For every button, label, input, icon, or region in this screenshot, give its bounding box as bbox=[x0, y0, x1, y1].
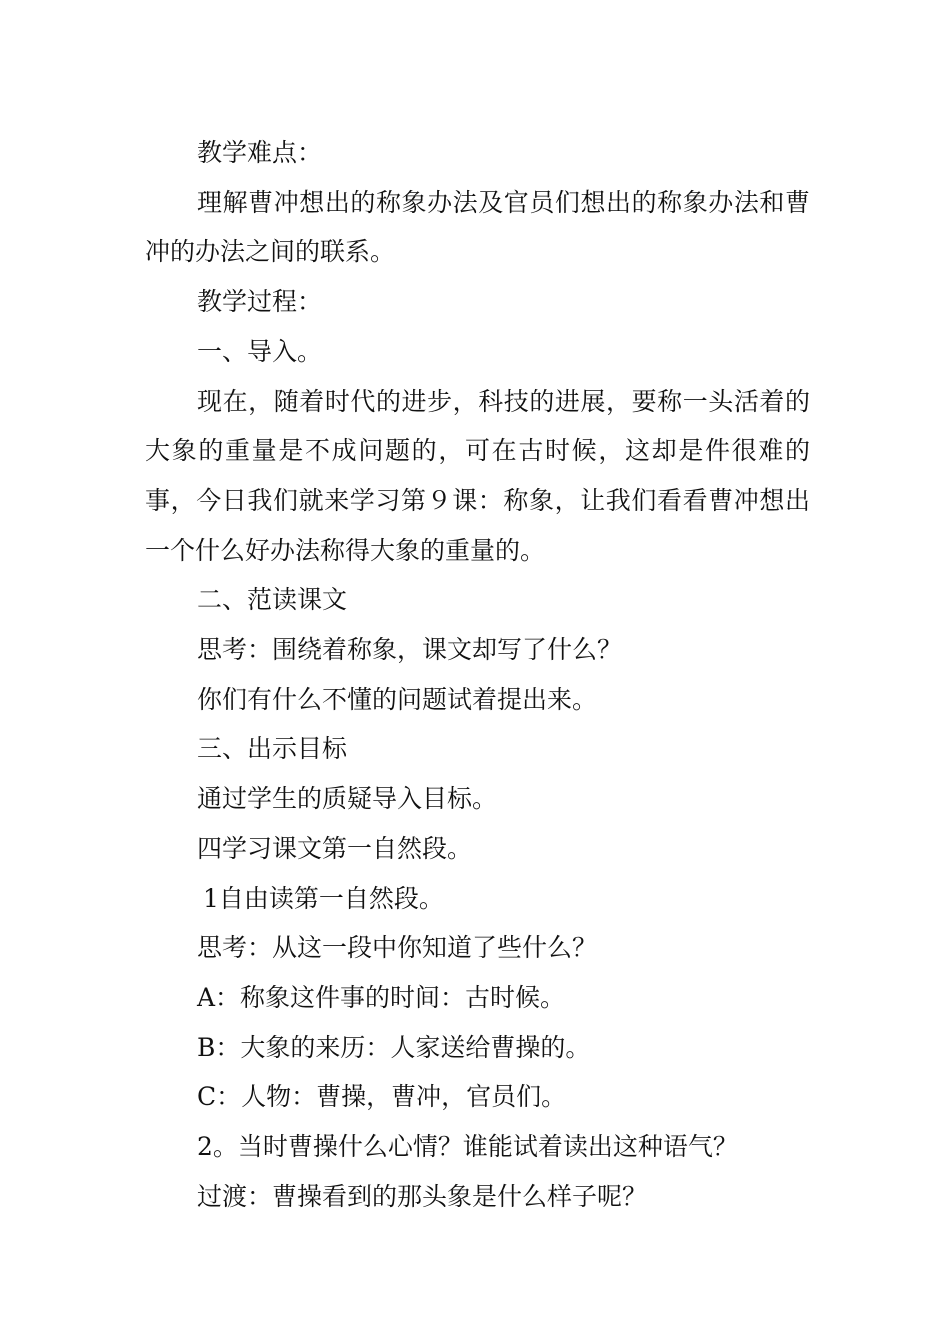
paragraph-introduction: 现在，随着时代的进步，科技的进展，要称一头活着的大象的重量是不成问题的，可在古时候，这却是件很难的事，今日我们就来学习第９课：称象，让我们看看曹冲想出一个什么好办法称得大象的重量的。 bbox=[145, 386, 810, 565]
step-mood-question: 2。当时曹操什么心情？谁能试着读出这种语气？ bbox=[197, 1132, 738, 1162]
transition-question: 过渡：曹操看到的那头象是什么样子呢？ bbox=[197, 1181, 648, 1211]
step-free-reading: 1自由读第一自然段。 bbox=[203, 883, 444, 913]
section-first-paragraph: 四学习课文第一自然段。 bbox=[197, 833, 473, 863]
paragraph-goals: 通过学生的质疑导入目标。 bbox=[197, 784, 498, 814]
section-introduction: 一、导入。 bbox=[197, 336, 323, 366]
question-think: 思考：围绕着称象，课文却写了什么？ bbox=[197, 635, 623, 665]
paragraph-difficulty-detail: 理解曹冲想出的称象办法及官员们想出的称象办法和曹冲的办法之间的联系。 bbox=[145, 187, 810, 267]
answer-b-origin: B：大象的来历：人家送给曹操的。 bbox=[197, 1032, 591, 1062]
heading-teaching-difficulty: 教学难点： bbox=[197, 138, 323, 167]
document-body bbox=[145, 128, 810, 1221]
answer-c-characters: C：人物：曹操，曹冲，官员们。 bbox=[197, 1082, 567, 1112]
question-what-learned: 思考：从这一段中你知道了些什么？ bbox=[197, 933, 598, 963]
section-show-goals: 三、出示目标 bbox=[197, 734, 348, 764]
answer-a-time: A：称象这件事的时间：古时候。 bbox=[197, 982, 566, 1012]
heading-teaching-process: 教学过程： bbox=[197, 287, 323, 317]
section-model-reading: 二、范读课文 bbox=[197, 585, 348, 615]
prompt-ask-questions: 你们有什么不懂的问题试着提出来。 bbox=[197, 684, 598, 714]
